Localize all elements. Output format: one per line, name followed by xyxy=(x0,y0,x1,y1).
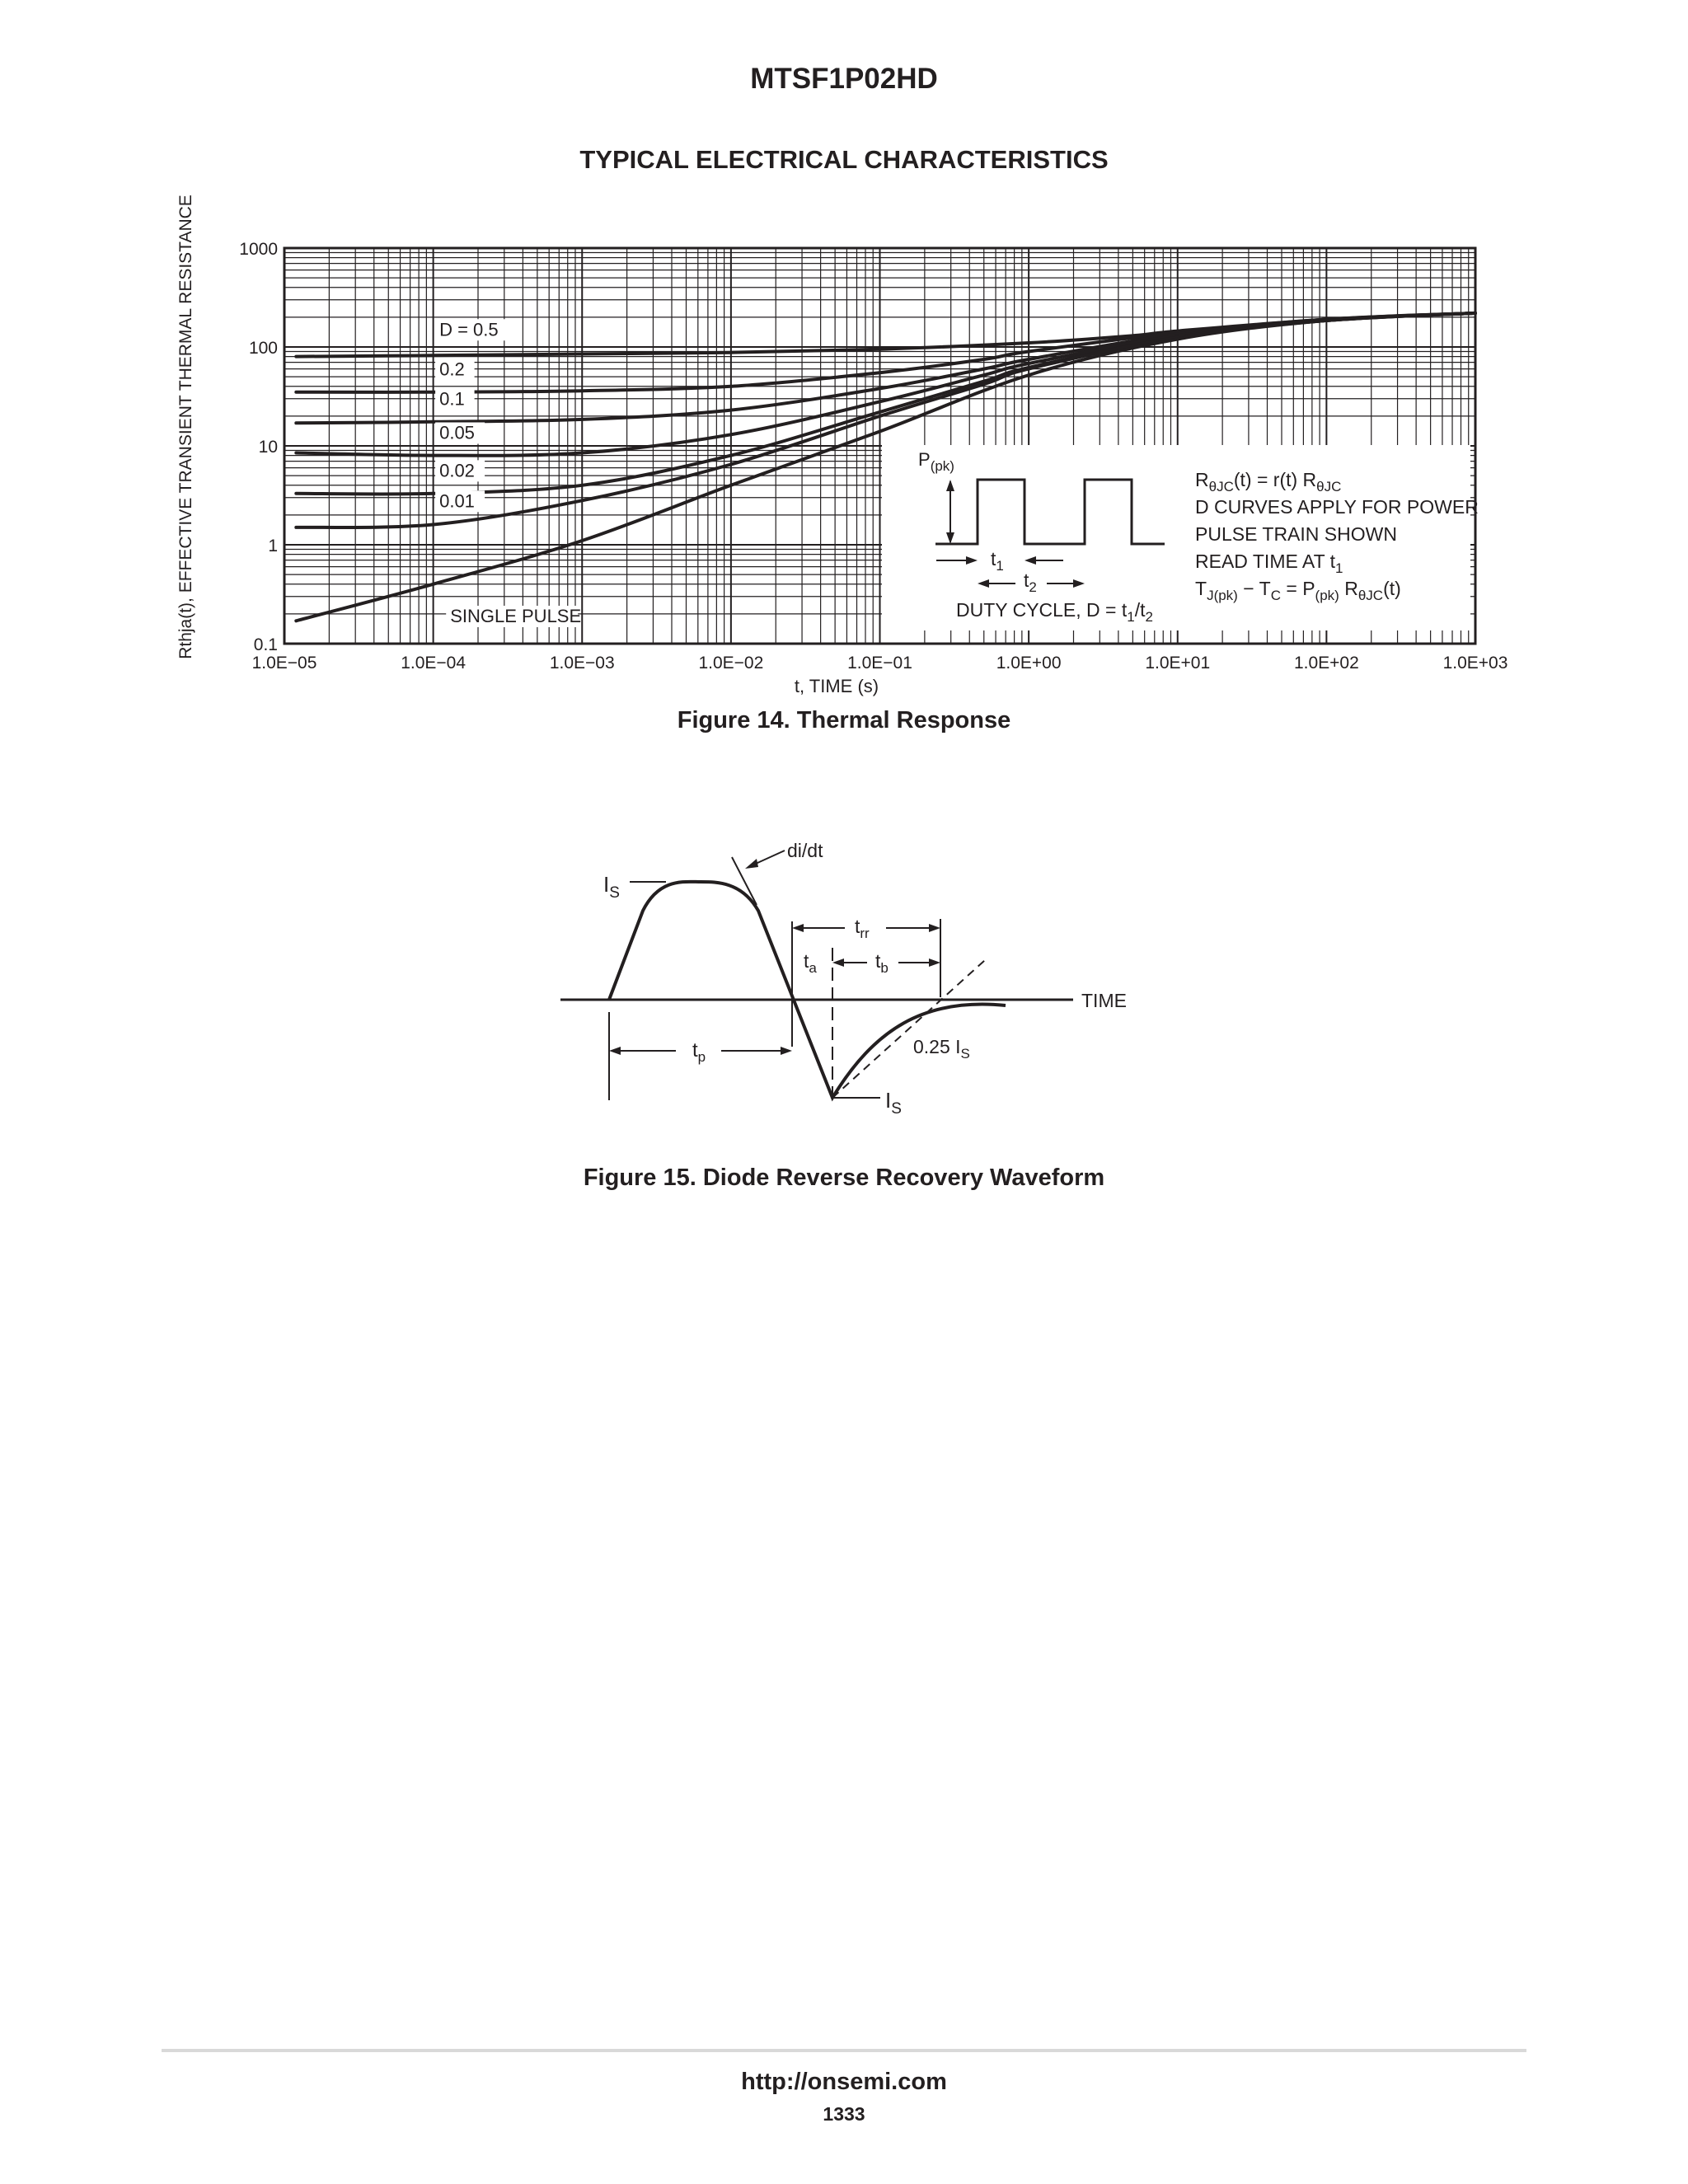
tp-label: $t_p$ xyxy=(692,1039,706,1065)
didt-label: di/dt xyxy=(787,840,823,861)
footer-divider xyxy=(162,2049,1526,2052)
curve-label: D = 0.5 xyxy=(439,319,499,340)
y-tick-label: 100 xyxy=(248,339,278,358)
x-tick-label: 1.0E−01 xyxy=(847,654,912,673)
tb-arrowhead-right xyxy=(929,958,940,967)
y-axis-label: Rthja(t), EFFECTIVE TRANSIENT THERMAL RESISTANCE xyxy=(176,194,195,659)
quarter-is-label: 0.25 $I_S$ xyxy=(913,1036,970,1062)
didt-arrowhead xyxy=(745,859,758,869)
curve-label: 0.1 xyxy=(439,388,465,410)
is-peak-label: $I_S$ xyxy=(603,872,620,902)
tp-arrowhead-right xyxy=(781,1047,792,1055)
x-tick-label: 1.0E+01 xyxy=(1145,654,1211,673)
x-tick-label: 1.0E+00 xyxy=(996,654,1062,673)
ta-label: $t_a$ xyxy=(804,950,817,976)
page-number: 1333 xyxy=(823,2103,865,2125)
note-d-curves: D CURVES APPLY FOR POWER xyxy=(1195,496,1479,518)
x-axis-label: t, TIME (s) xyxy=(794,676,879,696)
footer-url-link[interactable]: http://onsemi.com xyxy=(741,2069,947,2095)
x-tick-label: 1.0E−05 xyxy=(251,654,317,673)
y-tick-label: 1 xyxy=(268,537,278,555)
ppk-label: $P_{(pk)}$ xyxy=(918,449,954,474)
figure-14-caption: Figure 14. Thermal Response xyxy=(677,707,1011,733)
t2-label: $t_2$ xyxy=(1024,569,1037,595)
curve-label: 0.05 xyxy=(439,422,475,443)
trr-arrowhead-left xyxy=(792,924,804,932)
note-pulse-train: PULSE TRAIN SHOWN xyxy=(1195,523,1397,545)
x-tick-label: 1.0E−04 xyxy=(401,654,467,673)
section-title: TYPICAL ELECTRICAL CHARACTERISTICS xyxy=(579,145,1109,174)
tb-label: $t_b$ xyxy=(875,950,889,976)
curve-label: 0.2 xyxy=(439,359,465,380)
current-waveform xyxy=(609,882,1006,1098)
tb-arrowhead-left xyxy=(832,958,844,967)
duty-cycle-label: DUTY CYCLE, $D = t_1/t_2$ xyxy=(956,599,1153,625)
tangent-dashed xyxy=(832,960,985,1098)
y-tick-label: 0.1 xyxy=(253,635,278,654)
x-tick-label: 1.0E−03 xyxy=(549,654,615,673)
x-tick-label: 1.0E+02 xyxy=(1293,654,1359,673)
rtheta-equation: $R_{\theta JC}(t) = r(t)$ $R_{\theta JC}$ xyxy=(1195,469,1342,494)
trr-arrowhead-right xyxy=(929,924,940,932)
curve-label: 0.02 xyxy=(439,460,475,481)
y-tick-label: 10 xyxy=(258,438,278,457)
is-valley-label: $I_S$ xyxy=(885,1088,902,1118)
tj-equation: $T_{J(pk)} - T_C = P_{(pk)}$ $R_{\theta JC}(t)$ xyxy=(1195,578,1401,603)
document-title: MTSF1P02HD xyxy=(750,63,938,95)
figure-15-caption: Figure 15. Diode Reverse Recovery Waveform xyxy=(583,1165,1105,1191)
x-tick-label: 1.0E+03 xyxy=(1442,654,1508,673)
x-tick-label: 1.0E−02 xyxy=(698,654,764,673)
curve-label: 0.01 xyxy=(439,490,475,512)
tp-arrowhead-left xyxy=(609,1047,621,1055)
time-label: TIME xyxy=(1081,990,1127,1011)
curve-label: SINGLE PULSE xyxy=(450,606,582,626)
t1-label: $t_1$ xyxy=(991,548,1004,574)
note-read-time: READ TIME AT $t_1$ xyxy=(1195,551,1343,576)
trr-label: $t_{rr}$ xyxy=(855,916,870,941)
y-tick-label: 1000 xyxy=(239,240,278,259)
